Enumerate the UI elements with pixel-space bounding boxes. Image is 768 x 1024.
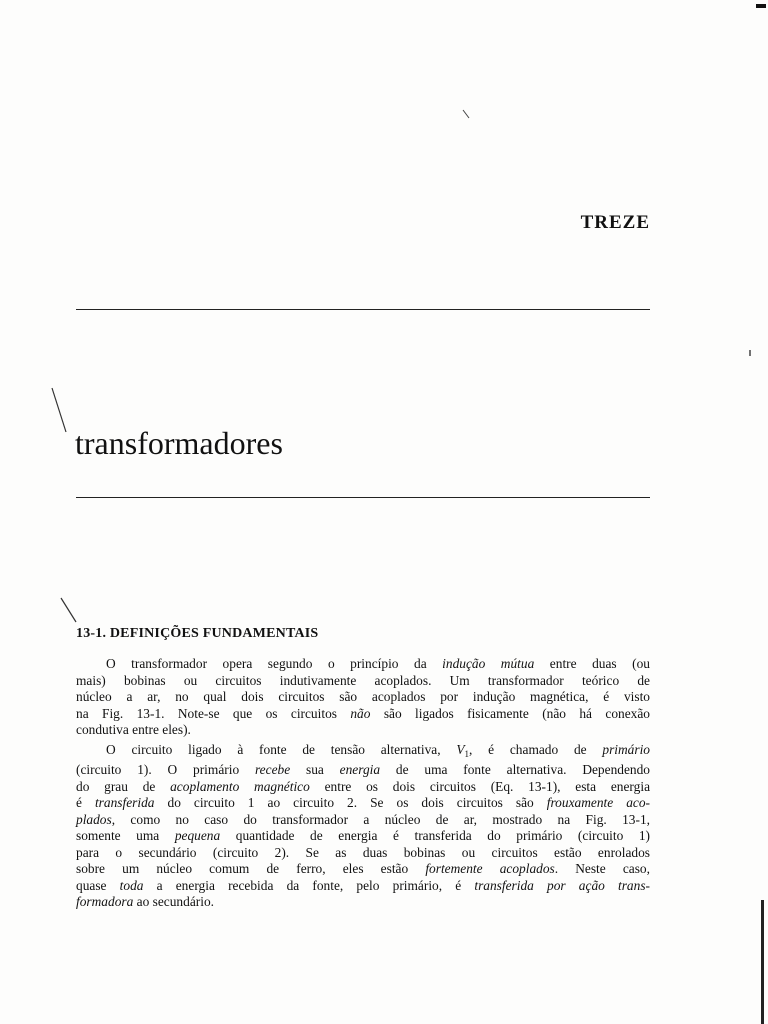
text-line: do grau de acoplamento magnético entre os dois circuitos (Eq. 13-1), esta energia (76, 778, 651, 794)
scan-stroke-mark (61, 598, 76, 622)
chapter-number-label: TREZE (580, 212, 650, 233)
text-line: na Fig. 13-1. Note-se que os circuitos não são ligados fisicamente (não há conexão (76, 705, 650, 721)
text-line: para o secundário (circuito 2). Se as duas bobinas ou circuitos estão enrolados (76, 844, 650, 860)
section-heading: 13-1. DEFINIÇÕES FUNDAMENTAIS (76, 626, 319, 641)
text-line: é transferida do circuito 1 ao circuito 2. Se os dois circuitos são frouxamente aco- (76, 795, 650, 810)
paragraph (76, 742, 650, 911)
scan-stroke-mark (463, 110, 469, 118)
text-line: núcleo a ar, no qual dois circuitos são acoplados por indução magnética, é visto (76, 689, 650, 704)
body-text (76, 656, 650, 911)
text-line: sobre um núcleo comum de ferro, eles estão fortemente acoplados. Neste caso, (76, 861, 650, 876)
text-line: somente uma pequena quantidade de energia é transferida do primário (circuito 1) (76, 828, 650, 843)
text-line: (circuito 1). O primário recebe sua energia de uma fonte alternativa. Dependendo (76, 762, 650, 777)
chapter-title: transformadores (75, 425, 283, 461)
text-line: O circuito ligado à fonte de tensão alternativa, $V_1$, é chamado de primário (106, 741, 650, 759)
text-line: mais) bobinas ou circuitos indutivamente acoplados. Um transformador teórico de (76, 672, 650, 688)
text-line: O transformador opera segundo o princípio da indução mútua entre duas (ou (106, 656, 650, 671)
text-line: condutiva entre eles). (76, 722, 191, 737)
paragraph (76, 656, 650, 739)
text-line: formadora ao secundário. (76, 894, 214, 909)
scan-edge-line (761, 900, 764, 1024)
scan-stroke-mark (52, 388, 66, 432)
text-line: plados, como no caso do transformador a núcleo de ar, mostrado na Fig. 13-1, (76, 811, 650, 827)
text-line: quase toda a energia recebida da fonte, pelo primário, é transferida por ação trans- (76, 877, 650, 893)
